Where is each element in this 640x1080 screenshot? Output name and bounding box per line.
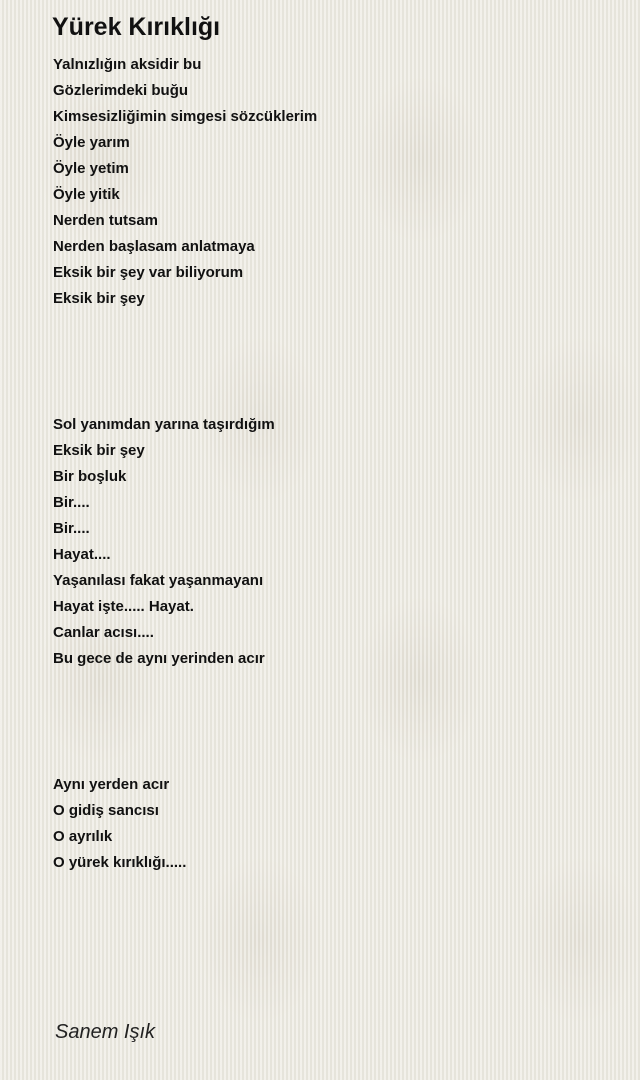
poem-line: O yürek kırıklığı..... <box>53 854 187 871</box>
poem-line: Kimsesizliğimin simgesi sözcüklerim <box>53 108 318 125</box>
poem-line: Eksik bir şey <box>53 442 145 459</box>
poem-line: Hayat.... <box>53 546 111 563</box>
poem-line: Aynı yerden acır <box>53 776 170 793</box>
poem-line: Yalnızlığın aksidir bu <box>53 56 202 73</box>
poem-line: O ayrılık <box>53 828 113 845</box>
poem-title: Yürek Kırıklığı <box>52 13 221 41</box>
poem-line: Bir.... <box>53 520 90 537</box>
poem-line: Gözlerimdeki buğu <box>53 82 189 99</box>
poem-line: Bir boşluk <box>53 468 127 485</box>
poem-line: Yaşanılası fakat yaşanmayanı <box>53 572 264 589</box>
poem-line: Hayat işte..... Hayat. <box>53 598 194 615</box>
poem-line: Öyle yetim <box>53 160 129 177</box>
poem-line: Sol yanımdan yarına taşırdığım <box>53 416 275 433</box>
poem-line: Öyle yitik <box>53 186 120 203</box>
poem-line: Eksik bir şey var biliyorum <box>53 264 244 281</box>
poem-line: Nerden başlasam anlatmaya <box>53 238 255 255</box>
poem-line: O gidiş sancısı <box>53 802 159 819</box>
poem-author: Sanem Işık <box>55 1021 156 1043</box>
poem-line: Nerden tutsam <box>53 212 159 229</box>
poem-line: Bu gece de aynı yerinden acır <box>53 650 265 667</box>
stanza-3 <box>53 772 186 876</box>
poem-line: Bir.... <box>53 494 90 511</box>
poem-line: Eksik bir şey <box>53 290 145 307</box>
stanza-2 <box>53 412 275 672</box>
poem-line: Öyle yarım <box>53 134 130 151</box>
stanza-1 <box>53 52 317 312</box>
poem-line: Canlar acısı.... <box>53 624 154 641</box>
